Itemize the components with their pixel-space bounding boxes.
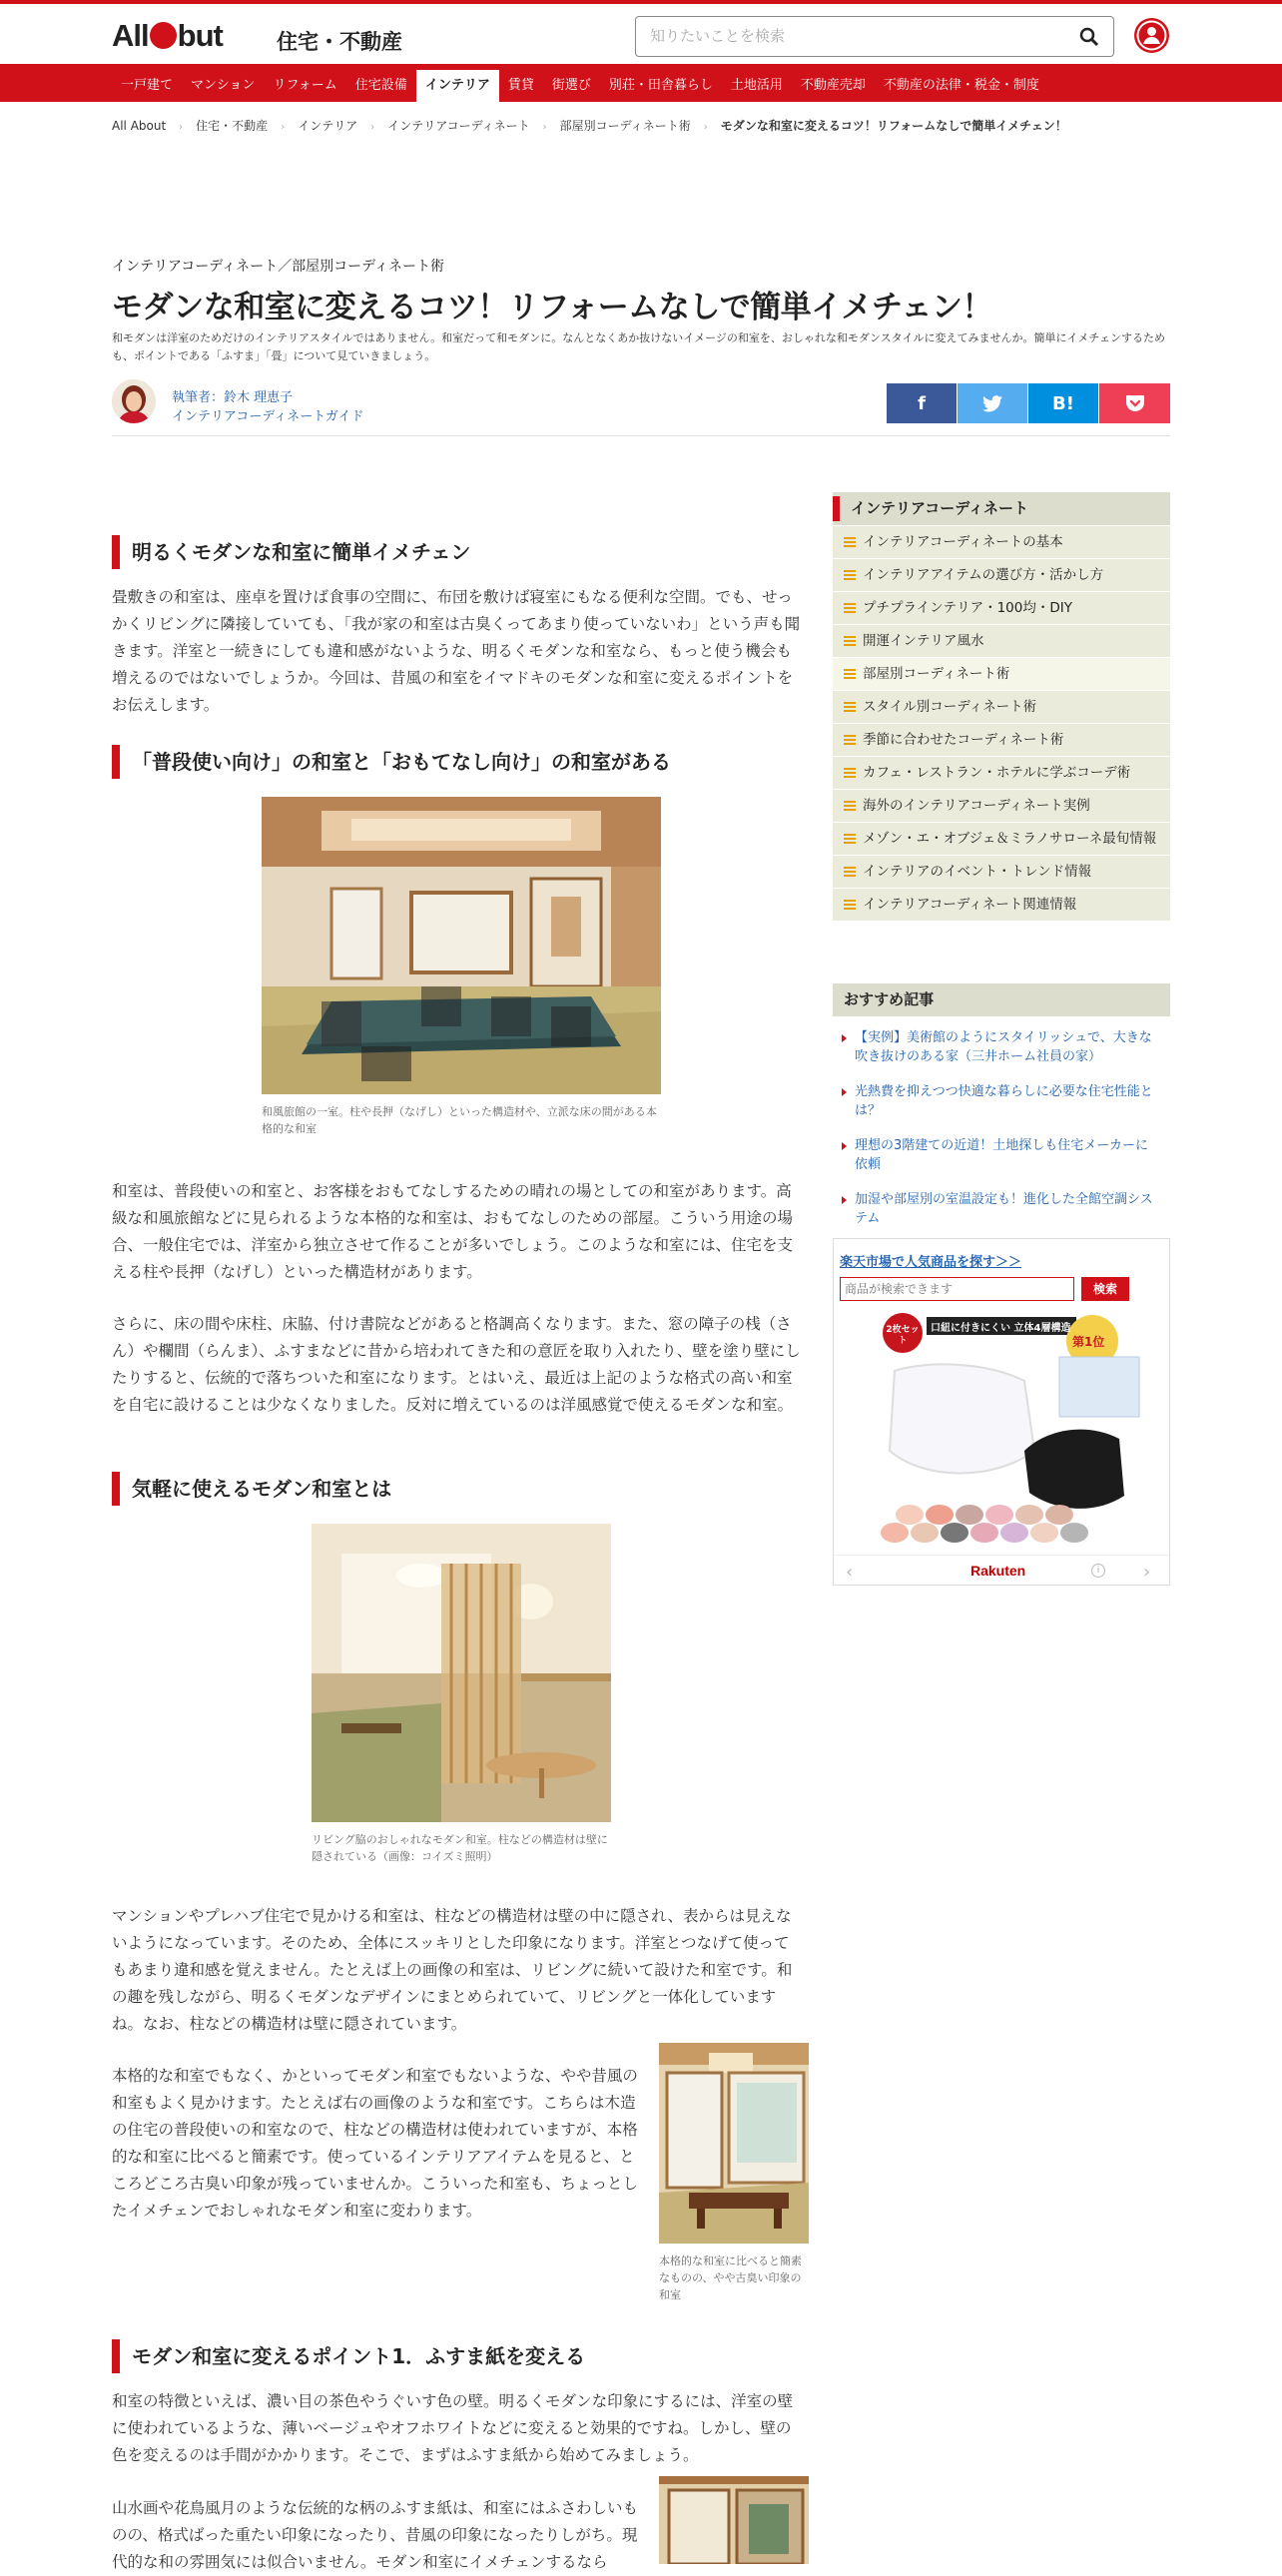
section-heading-2: 「普段使い向け」の和室と「おもてなし向け」の和室がある bbox=[112, 745, 671, 779]
sidebar-menu-item[interactable]: プチプラインテリア・100均・DIY bbox=[833, 591, 1170, 624]
article-lead: 和モダンは洋室のためだけのインテリアスタイルではありません。和室だって和モダンに。なんとなくあか抜けないイメージの和室を、おしゃれな和モダンスタイルに変えてみませんか。簡単にイメチェンするためも、ポイントである「ふすま」「畳」について見ていきましょう。 bbox=[112, 331, 1166, 362]
sidebar-menu-item[interactable]: スタイル別コーディネート術 bbox=[833, 690, 1170, 723]
section-heading-4: モダン和室に変えるポイント1．ふすま紙を変える bbox=[112, 2339, 585, 2373]
paragraph-old-style-room: 本格的な和室でもなく、かといってモダン和室でもないような、やや昔風の和室もよく見かけます。たとえば右の画像のような和室です。こちらは木造の住宅の普段使いの和室なので、柱などの構造材は使われていますが、本格的な和室に比べると簡素です。使っているインテリアアイテムを見ると、ところどころ古臭い印象が残っていませんか。こういった和室も、ちょっとしたイメチェンでおしゃれなモダン和室に変わります。 bbox=[112, 2067, 639, 2220]
breadcrumb-item[interactable]: 部屋別コーディネート術 bbox=[559, 119, 691, 133]
fusuma-image[interactable] bbox=[659, 2476, 809, 2564]
breadcrumb-separator-icon: › bbox=[179, 122, 184, 133]
facebook-icon: f bbox=[918, 392, 926, 414]
rakuten-logo[interactable]: Rakuten bbox=[970, 1563, 1026, 1579]
breadcrumb-separator-icon: › bbox=[281, 122, 286, 133]
carousel-next-icon[interactable]: › bbox=[1143, 1562, 1151, 1583]
old-style-washitsu-image[interactable] bbox=[659, 2043, 809, 2244]
site-name[interactable]: 住宅・不動産 bbox=[277, 30, 402, 54]
breadcrumb-separator-icon: › bbox=[370, 122, 375, 133]
user-icon[interactable] bbox=[1134, 18, 1169, 53]
ryokan-room-image[interactable] bbox=[262, 797, 661, 1094]
breadcrumb-item: モダンな和室に変えるコツ！リフォームなしで簡単イメチェン！ bbox=[720, 119, 1067, 133]
image-caption-1: 和風旅館の一室。柱や長押（なげし）といった構造材や、立派な床の間がある本格的な和室 bbox=[262, 1105, 657, 1135]
nav-item[interactable]: インテリア bbox=[416, 70, 499, 102]
nav-item[interactable]: 土地活用 bbox=[730, 78, 783, 93]
facebook-share-button[interactable] bbox=[887, 383, 957, 423]
pocket-button[interactable] bbox=[1099, 383, 1170, 423]
nav-item[interactable]: 街選び bbox=[551, 78, 591, 93]
sidebar-menu-item[interactable]: 季節に合わせたコーディネート術 bbox=[833, 723, 1170, 756]
sidebar-menu-item[interactable]: インテリアのイベント・トレンド情報 bbox=[833, 855, 1170, 888]
site-header bbox=[0, 4, 1282, 64]
ad-rank-text: 第1位 bbox=[1072, 1335, 1105, 1349]
sidebar-menu-item[interactable]: メゾン・エ・オブジェ＆ミラノサローネ最旬情報 bbox=[833, 822, 1170, 855]
nav-item[interactable]: マンション bbox=[191, 78, 256, 93]
sidebar-menu-item[interactable]: 海外のインテリアコーディネート実例 bbox=[833, 789, 1170, 822]
sidebar-menu-item[interactable]: カフェ・レストラン・ホテルに学ぶコーデ術 bbox=[833, 756, 1170, 789]
sidebar-menu-item[interactable]: インテリアコーディネートの基本 bbox=[833, 525, 1170, 558]
pocket-icon bbox=[1125, 394, 1145, 412]
sidebar-category-menu bbox=[833, 492, 1170, 921]
nav-item[interactable]: 不動産の法律・税金・制度 bbox=[883, 78, 1039, 93]
image-caption-3: 本格的な和室に比べると簡素なものの、やや古臭い印象の和室 bbox=[659, 2254, 802, 2301]
sidebar-menu-item[interactable]: インテリアコーディネート関連情報 bbox=[833, 888, 1170, 921]
paragraph-intro: 畳敷きの和室は、座卓を置けば食事の空間に、布団を敷けば寝室にもなる便利な空間。でも、せっかくリビングに隣接していても、「我が家の和室は古臭くってあまり使っていないわ」という声も聞きます。洋室と一続きにしても違和感がないような、明るくモダンな和室なら、もっと使う機会も増えるのではないでしょうか。今回は、昔風の和室をイマドキのモダンな和室に変えるポイントをお伝えします。 bbox=[112, 588, 801, 714]
nav-item[interactable]: リフォーム bbox=[273, 78, 337, 93]
nav-item[interactable]: 一戸建て bbox=[121, 78, 174, 93]
section-heading-1: 明るくモダンな和室に簡単イメチェン bbox=[112, 535, 470, 569]
rakuten-search-button[interactable]: 検索 bbox=[1081, 1277, 1129, 1301]
nav-item[interactable]: 賃貸 bbox=[507, 78, 534, 93]
breadcrumb-item[interactable]: 住宅・不動産 bbox=[196, 119, 269, 133]
section-heading-3: 気軽に使えるモダン和室とは bbox=[112, 1472, 391, 1506]
twitter-icon bbox=[982, 395, 1002, 412]
author-avatar[interactable] bbox=[112, 379, 156, 423]
recommended-article-link[interactable]: 【実例】美術館のようにスタイリッシュで、大きな吹き抜けのある家（三井ホーム社員の家） bbox=[833, 1020, 1170, 1074]
sidebar-menu-item[interactable]: インテリアアイテムの選び方・活かし方 bbox=[833, 558, 1170, 591]
search-icon[interactable] bbox=[1079, 27, 1099, 47]
paragraph-formal-room: 和室は、普段使いの和室と、お客様をおもてなしするための晴れの場としての和室があります。高級な和風旅館などに見られるような本格的な和室は、おもてなしのための部屋。こういう用途の場合、一般住宅では、洋室から独立させて作ることが多いでしょう。このような和室には、住宅を支える柱や長押（なげし）といった構造材があります。 bbox=[112, 1182, 794, 1281]
category-nav bbox=[0, 64, 1282, 102]
breadcrumb-item[interactable]: インテリアコーディネート bbox=[387, 119, 530, 133]
rakuten-link[interactable]: 楽天市場で人気商品を探す＞＞ bbox=[840, 1255, 1022, 1270]
recommended-articles bbox=[833, 983, 1170, 1236]
sidebar-menu-title[interactable]: インテリアコーディネート bbox=[833, 492, 1170, 525]
breadcrumb-item[interactable]: インテリア bbox=[298, 119, 358, 133]
rakuten-search-input[interactable] bbox=[840, 1277, 1074, 1301]
carousel-prev-icon[interactable]: ‹ bbox=[846, 1562, 854, 1583]
breadcrumb bbox=[112, 117, 1067, 134]
breadcrumb-separator-icon: › bbox=[542, 122, 547, 133]
hatena-icon: B! bbox=[1052, 392, 1074, 414]
allabout-logo[interactable]: All but bbox=[112, 18, 223, 53]
header-divider bbox=[112, 435, 1170, 436]
ad-banner-text: 口紐に付きにくい 立体4層構造 bbox=[931, 1323, 1071, 1334]
breadcrumb-item[interactable]: All About bbox=[112, 119, 167, 133]
nav-item[interactable]: 別荘・田舎暮らし bbox=[608, 78, 713, 93]
recommended-article-link[interactable]: 加湿や部屋別の室温設定も！進化した全館空調システム bbox=[833, 1182, 1170, 1236]
ad-badge-left: 2枚セット bbox=[886, 1325, 920, 1346]
logo-dot-icon bbox=[150, 22, 177, 49]
site-search bbox=[635, 16, 1114, 57]
sidebar-menu-item[interactable]: 部屋別コーディネート術 bbox=[833, 657, 1170, 690]
recommended-title: おすすめ記事 bbox=[833, 983, 1170, 1016]
paragraph-fusuma-pattern: 山水画や花鳥風月のような伝統的な柄のふすま紙は、和室にはふさわしいものの、格式ばった重たい印象になったり、昔風の印象になったりしがち。現代的な和の雰囲気には似合いません。モダン和室にイメチェンするなら bbox=[112, 2499, 639, 2571]
rakuten-carousel-controls bbox=[834, 1555, 1169, 1585]
author-role[interactable]: インテリアコーディネートガイド bbox=[172, 409, 364, 424]
article-category[interactable]: インテリアコーディネート／部屋別コーディネート術 bbox=[112, 259, 445, 275]
search-input[interactable] bbox=[650, 17, 1069, 54]
paragraph-fusuma-intro: 和室の特徴といえば、濃い目の茶色やうぐいす色の壁。明るくモダンな印象にするには、洋室の壁に使われているような、薄いベージュやオフホワイトなどに変えると効果的ですね。しかし、壁の色を変えるのは手間がかかります。そこで、まずはふすま紙から始めてみましょう。 bbox=[112, 2392, 794, 2464]
recommended-article-link[interactable]: 理想の3階建ての近道！土地探しも住宅メーカーに依頼 bbox=[833, 1128, 1170, 1182]
article-title: モダンな和室に変えるコツ！リフォームなしで簡単イメチェン！ bbox=[112, 290, 993, 325]
recommended-article-link[interactable]: 光熱費を抑えつつ快適な暮らしに必要な住宅性能とは？ bbox=[833, 1074, 1170, 1128]
paragraph-modern-room: マンションやプレハブ住宅で見かける和室は、柱などの構造材は壁の中に隠され、表からは見えないようになっています。そのため、全体にスッキリとした印象になります。洋室とつなげて使ってもあまり違和感を覚えません。たとえば上の画像の和室は、リビングに続いて設けた和室です。和の趣を残しながら、明るくモダンなデザインにまとめられていて、リビングと一体化していますね。なお、柱などの構造材は壁に隠されています。 bbox=[112, 1907, 793, 2033]
nav-item[interactable]: 不動産売却 bbox=[800, 78, 866, 93]
hatena-bookmark-button[interactable] bbox=[1028, 383, 1098, 423]
sidebar-menu-item[interactable]: 開運インテリア風水 bbox=[833, 624, 1170, 657]
twitter-share-button[interactable] bbox=[958, 383, 1027, 423]
breadcrumb-separator-icon: › bbox=[703, 122, 708, 133]
paragraph-tokonoma: さらに、床の間や床柱、床脇、付け書院などがあると格調高くなります。また、窓の障子の桟（さん）や欄間（らんま）、ふすまなどに昔から培われてきた和の意匠を取り入れたり、壁を塗り壁にしたりすると、伝統的で落ちついた和室になります。とはいえ、最近は上記のような格式の高い和室を自宅に設けることは少なくなりました。反対に増えているのは洋風感覚で使えるモダンな和室。 bbox=[112, 1315, 801, 1414]
rakuten-widget bbox=[833, 1238, 1170, 1586]
author-name[interactable]: 執筆者：鈴木 理恵子 bbox=[172, 390, 294, 405]
modern-washitsu-image[interactable] bbox=[312, 1524, 611, 1822]
info-icon[interactable]: i bbox=[1091, 1564, 1105, 1578]
rakuten-ad-image[interactable] bbox=[835, 1311, 1168, 1551]
image-caption-2: リビング脇のおしゃれなモダン和室。柱などの構造材は壁に隠されている（画像：コイズミ照明） bbox=[312, 1833, 608, 1863]
nav-item[interactable]: 住宅設備 bbox=[354, 78, 407, 93]
